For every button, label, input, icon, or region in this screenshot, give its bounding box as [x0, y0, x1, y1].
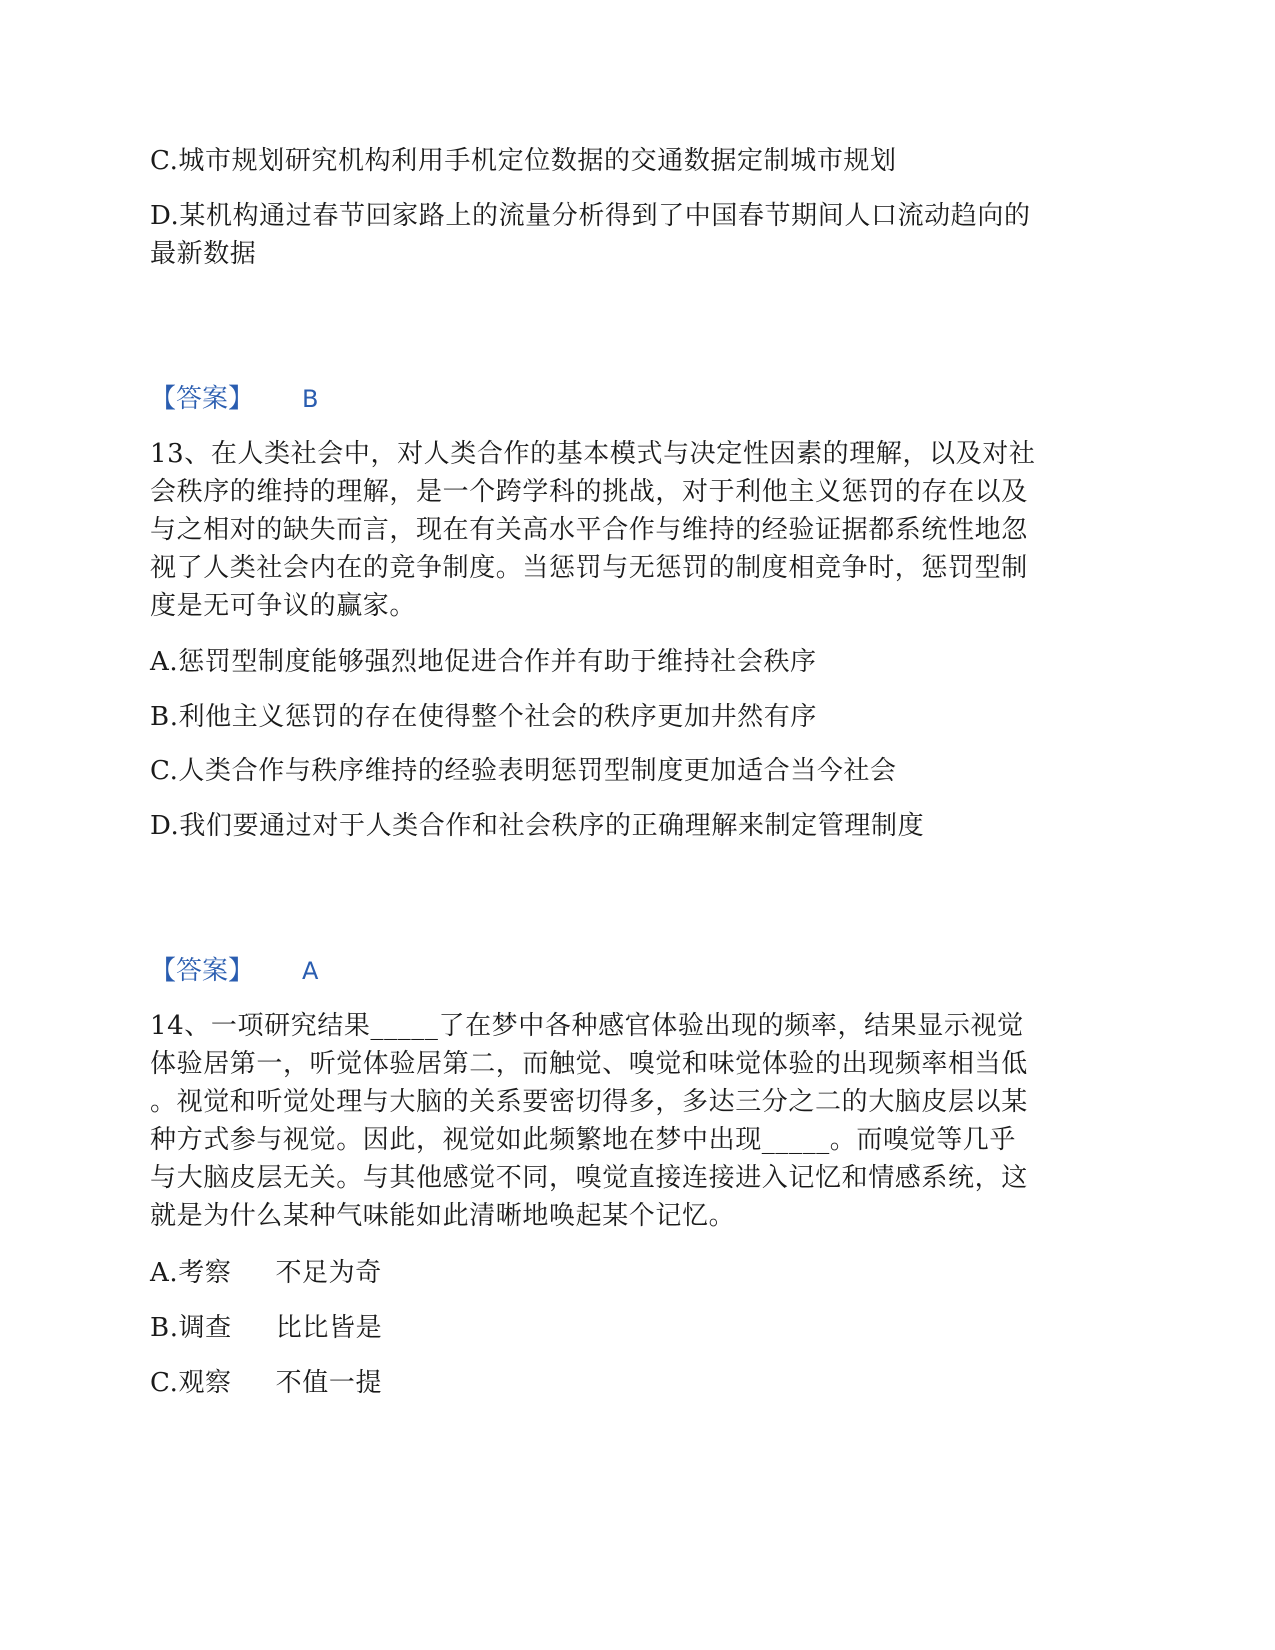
answer-tag: 【答案】 [150, 956, 255, 986]
option-word2: 不值一提 [275, 1368, 383, 1398]
option-letter: A. [150, 1258, 179, 1288]
q14-option-b [150, 1309, 1115, 1347]
q12-option-d-line2: 最新数据 [150, 239, 257, 269]
q14-stem-line: 与大脑皮层无关。与其他感觉不同，嗅觉直接连接进入记忆和情感系统，这 [150, 1163, 1028, 1193]
answer-13 [150, 952, 318, 990]
q13-option-d: D.我们要通过对于人类合作和社会秩序的正确理解来制定管理制度 [150, 811, 925, 841]
answer-value: A [302, 957, 319, 985]
q14-stem-line: 14、一项研究结果_____了在梦中各种感官体验出现的频率，结果显示视觉 [150, 1011, 1024, 1041]
q14-stem-line: 种方式参与视觉。因此，视觉如此频繁地在梦中出现_____。而嗅觉等几乎 [150, 1125, 1017, 1155]
option-word2: 比比皆是 [275, 1313, 383, 1343]
q14-stem [150, 1007, 1115, 1235]
q14-stem-line: 体验居第一，听觉体验居第二，而触觉、嗅觉和味觉体验的出现频率相当低 [150, 1049, 1028, 1079]
q14-stem-line: 就是为什么某种气味能如此清晰地唤起某个记忆。 [150, 1201, 736, 1231]
option-word2: 不足为奇 [275, 1258, 382, 1288]
q13-stem-line: 13、在人类社会中，对人类合作的基本模式与决定性因素的理解，以及对社 [150, 439, 1036, 469]
q13-option-b: B.利他主义惩罚的存在使得整个社会的秩序更加井然有序 [150, 702, 817, 732]
option-word1: 调查 [178, 1313, 232, 1343]
q14-stem-line: 。视觉和听觉处理与大脑的关系要密切得多，多达三分之二的大脑皮层以某 [150, 1087, 1028, 1117]
option-word1: 考察 [178, 1258, 232, 1288]
q12-option-c: C.城市规划研究机构利用手机定位数据的交通数据定制城市规划 [150, 146, 897, 176]
option-word1: 观察 [178, 1368, 232, 1398]
q13-stem-line: 会秩序的维持的理解，是一个跨学科的挑战，对于利他主义惩罚的存在以及 [150, 477, 1028, 507]
answer-tag: 【答案】 [150, 384, 255, 414]
q14-option-c [150, 1364, 1115, 1402]
q13-stem-line: 与之相对的缺失而言，现在有关高水平合作与维持的经验证据都系统性地忽 [150, 515, 1028, 545]
q12-option-d-line1: D.某机构通过春节回家路上的流量分析得到了中国春节期间人口流动趋向的 [150, 201, 1031, 231]
answer-12 [150, 380, 318, 418]
q13-option-c: C.人类合作与秩序维持的经验表明惩罚型制度更加适合当今社会 [150, 756, 897, 786]
q13-stem [150, 435, 1115, 625]
q13-stem-line: 度是无可争议的赢家。 [150, 591, 417, 621]
answer-value: B [302, 385, 319, 413]
q14-option-a [150, 1254, 1115, 1292]
q13-stem-line: 视了人类社会内在的竞争制度。当惩罚与无惩罚的制度相竞争时，惩罚型制 [150, 553, 1028, 583]
option-letter: B. [150, 1313, 179, 1343]
q12-option-d [150, 197, 1115, 273]
q13-option-a: A.惩罚型制度能够强烈地促进合作并有助于维持社会秩序 [150, 647, 817, 677]
option-letter: C. [150, 1368, 179, 1398]
